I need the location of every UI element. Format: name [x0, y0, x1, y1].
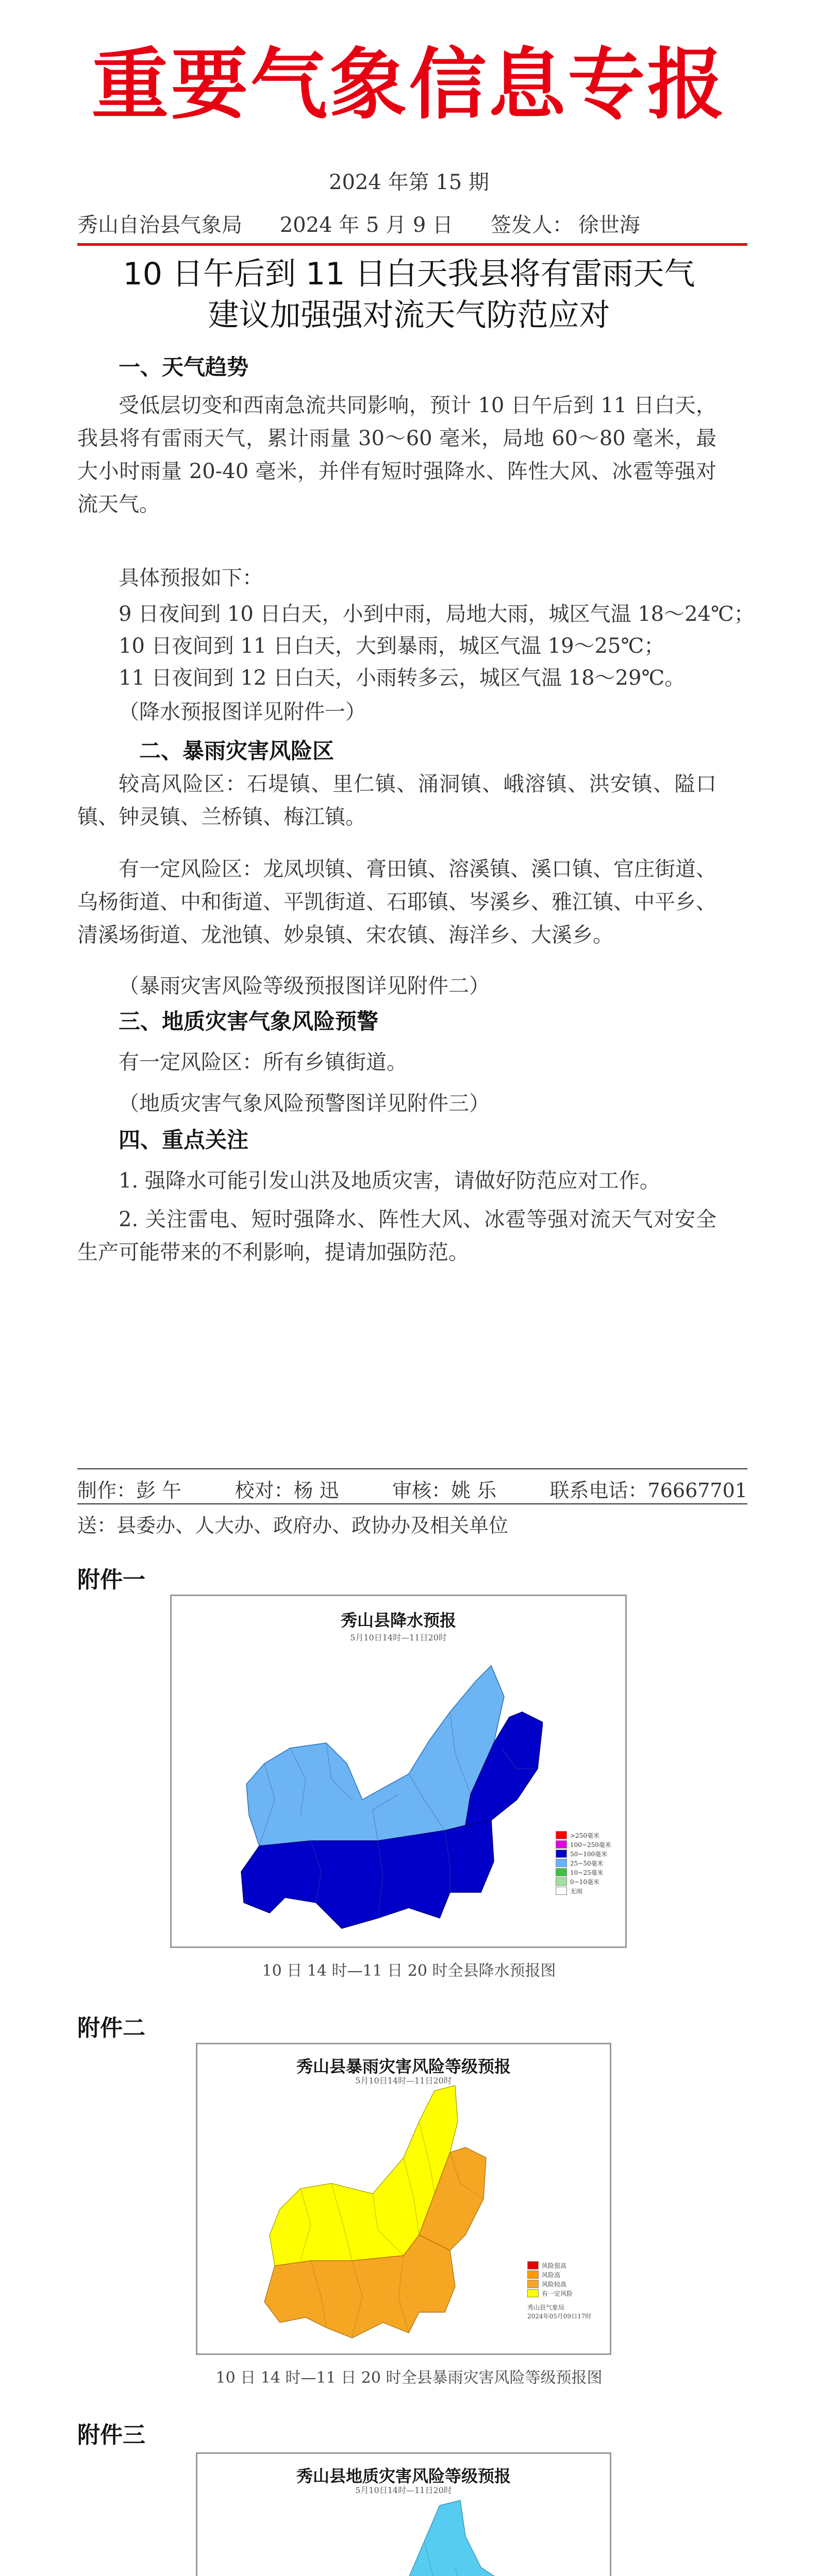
attachment-2-label: 附件二	[77, 2015, 145, 2041]
section-key-focus-heading: 四、重点关注	[119, 1127, 249, 1153]
map-issue-time: 2024年05月09日17时	[527, 2313, 592, 2320]
precipitation-county-map	[223, 1645, 543, 1939]
issue-date: 2024 年 5 月 9 日	[279, 213, 453, 237]
bulletin-headline: 重要气象信息专报	[91, 40, 727, 130]
geo-risk-map-subtitle: 5月10日14时—11日20时	[355, 2485, 452, 2495]
footer-checker: 校对：杨 迅	[235, 1479, 339, 1502]
legend-item: 风险高	[527, 2270, 605, 2279]
footer-credits-row	[77, 1475, 747, 1503]
footer-phone: 联系电话：76667701	[549, 1479, 747, 1502]
attachment-1-label: 附件一	[77, 1567, 145, 1593]
legend-item: 25~50毫米	[556, 1858, 623, 1868]
rainstorm-risk-map-title: 秀山县暴雨灾害风险等级预报	[296, 2057, 511, 2076]
precipitation-map-frame	[170, 1595, 627, 1948]
focus-item-1: 1. 强降水可能引发山洪及地质灾害，请做好防范应对工作。	[119, 1169, 660, 1193]
attachment-2-caption: 10 日 14 时—11 日 20 时全县暴雨灾害风险等级预报图	[215, 2369, 603, 2387]
light-rain-region	[246, 1666, 504, 1846]
footer-reviewer: 审核：姚 乐	[392, 1479, 497, 1502]
issue-meta-row	[77, 209, 747, 238]
precipitation-map-subtitle: 5月10日14时—11日20时	[350, 1633, 447, 1642]
rainstorm-map-note: （暴雨灾害风险等级预报图详见附件二）	[119, 974, 490, 998]
rainstorm-risk-county-map	[249, 2080, 517, 2348]
section-rainstorm-risk-heading: 二、暴雨灾害风险区	[139, 738, 335, 764]
footer-distribution: 送：县委办、人大办、政府办、政协办及相关单位	[77, 1514, 509, 1537]
rainstorm-high-risk-paragraph: 较高风险区：石堤镇、里仁镇、涌洞镇、峨溶镇、洪安镇、隘口镇、钟灵镇、兰桥镇、梅江镇。	[77, 772, 716, 829]
legend-item: 0~10毫米	[556, 1877, 623, 1886]
forecast-intro: 具体预报如下：	[119, 566, 263, 590]
rainstorm-risk-map-subtitle: 5月10日14时—11日20时	[355, 2076, 452, 2086]
rainstorm-some-risk-paragraph: 有一定风险区：龙凤坝镇、膏田镇、溶溪镇、溪口镇、官庄街道、乌杨街道、中和街道、平凯街道、石耶镇、岑溪乡、雅江镇、中平乡、清溪场街道、龙池镇、妙泉镇、宋农镇、海洋乡、大溪乡。	[77, 857, 716, 947]
section-weather-trend-heading: 一、天气趋势	[119, 354, 249, 380]
footer-maker: 制作：彭 午	[77, 1479, 182, 1502]
some-risk-region-all	[270, 2500, 496, 2576]
geo-risk-map-title: 秀山县地质灾害风险等级预报	[296, 2466, 511, 2486]
weather-trend-paragraph: 受低层切变和西南急流共同影响，预计 10 日午后到 11 日白天，我县将有雷雨天气，累计雨量 30～60 毫米，局地 60～80 毫米，最大小时雨量 20-40 毫米，并伴有短时强降水、阵性大风、冰雹等强对流天气。	[77, 394, 716, 516]
rainstorm-risk-legend	[527, 2261, 605, 2320]
footer-rule-top	[77, 1468, 747, 1469]
geo-risk-map-frame	[196, 2452, 611, 2576]
map-issuer: 秀山县气象局	[527, 2304, 565, 2311]
legend-item: >250毫米	[556, 1831, 623, 1840]
issue-number: 2024 年第 15 期	[329, 171, 489, 194]
geo-risk-county-map	[254, 2495, 522, 2576]
attachment-3-label: 附件三	[77, 2422, 145, 2448]
geo-map-note: （地质灾害气象风险预警图详见附件三）	[119, 1092, 490, 1115]
legend-item: 风险较高	[527, 2279, 605, 2289]
precipitation-map-title: 秀山县降水预报	[340, 1611, 456, 1630]
bureau-name: 秀山自治县气象局	[77, 213, 242, 237]
report-title-line2: 建议加强强对流天气防范应对	[208, 297, 610, 333]
legend-item: 无雨	[556, 1886, 623, 1895]
forecast-line-3: 11 日夜间到 12 日白天，小雨转多云，城区气温 18～29℃。	[119, 666, 686, 690]
legend-item: 100~250毫米	[556, 1840, 623, 1849]
section-geo-risk-heading: 三、地质灾害气象风险预警	[119, 1009, 379, 1034]
legend-item: 有一定风险	[527, 2289, 605, 2298]
forecast-line-2: 10 日夜间到 11 日白天，大到暴雨，城区气温 19～25℃；	[119, 634, 665, 658]
header-red-rule	[77, 243, 747, 246]
forecast-map-note: （降水预报图详见附件一）	[119, 700, 366, 724]
precipitation-legend	[556, 1831, 623, 1895]
legend-item: 50~100毫米	[556, 1849, 623, 1858]
footer-rule-mid	[77, 1503, 747, 1504]
rainstorm-risk-map-frame	[196, 2043, 611, 2355]
attachment-1-caption: 10 日 14 时—11 日 20 时全县降水预报图	[262, 1962, 556, 1980]
legend-item: 风险很高	[527, 2261, 605, 2270]
focus-item-2: 2. 关注雷电、短时强降水、阵性大风、冰雹等强对流天气对安全生产可能带来的不利影响，提请加强防范。	[77, 1208, 716, 1264]
geo-some-risk-line: 有一定风险区：所有乡镇街道。	[119, 1050, 407, 1074]
report-title-line1: 10 日午后到 11 日白天我县将有雷雨天气	[123, 256, 695, 292]
legend-item: 10~25毫米	[556, 1868, 623, 1877]
forecast-line-1: 9 日夜间到 10 日白天，小到中雨，局地大雨，城区气温 18～24℃；	[119, 602, 755, 626]
signer-label: 签发人：	[490, 213, 573, 237]
signer-name: 徐世海	[578, 213, 640, 237]
